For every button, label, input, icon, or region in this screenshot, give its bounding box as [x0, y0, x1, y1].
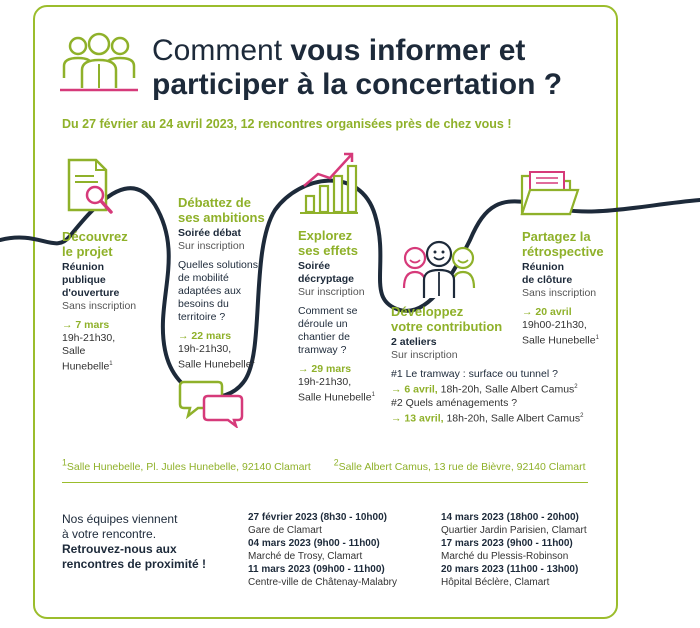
schedule-item: 27 février 2023 (8h30 - 10h00) Gare de Clamart [248, 512, 387, 536]
step-debate: Débattez de ses ambitions Soirée débat Sur inscription Quelles solutions de mobilité adaptées aux besoins du territoire ? → 22 mars 19h-21h30, Salle Hunebelle$^1$ [178, 195, 265, 371]
document-search-icon [66, 158, 116, 218]
schedule-item: 20 mars 2023 (11h00 - 13h00) Hôpital Béclère, Clamart [441, 564, 579, 588]
step-retrospective: Partagez la rétrospective Réunion de clôture Sans inscription → 20 avril 19h00-21h30, Salle Hunebelle$^1$ [522, 229, 604, 347]
folder-icon [520, 168, 580, 218]
schedule-item: 14 mars 2023 (18h00 - 20h00) Quartier Jardin Parisien, Clamart [441, 512, 587, 536]
section-divider [62, 482, 588, 483]
chart-growth-icon [300, 150, 358, 216]
schedule-column-right [441, 511, 587, 589]
step-contribute: Développez votre contribution 2 ateliers Sur inscription #1 Le tramway : surface ou tunnel ? → 6 avril, 18h-20h, Salle Albert Camus$^2$ #2 Quels aménagements ? → 13 avril, 18h-20h, Salle Albert Camus$^2$ [391, 304, 584, 424]
schedule-item: 17 mars 2023 (9h00 - 11h00) Marché du Plessis-Robinson [441, 538, 573, 562]
schedule-column-left [248, 511, 397, 589]
speech-bubbles-icon [178, 378, 246, 428]
schedule-item: 04 mars 2023 (9h00 - 11h00) Marché de Trosy, Clamart [248, 538, 380, 562]
venue-footnotes: $^1$Salle Hunebelle, Pl. Jules Hunebelle, 92140 Clamart $^2$Salle Albert Camus, 13 rue de Bièvre, 92140 Clamart [62, 457, 586, 473]
team-faces-icon [402, 240, 476, 300]
page-title: Comment vous informer et participer à la concertation ? [152, 34, 563, 101]
schedule-item: 11 mars 2023 (09h00 - 11h00) Centre-ville de Châtenay-Malabry [248, 564, 397, 588]
step-discover: Découvrez le projet Réunion publique d'ouverture Sans inscription → 7 mars 19h-21h30, Salle Hunebelle$^1$ [62, 229, 137, 373]
step-explore: Explorez ses effets Soirée décryptage Sur inscription Comment se déroule un chantier de tramway ? → 29 mars 19h-21h30, Salle Hunebelle$^1$ [298, 228, 375, 404]
invite-text: Nos équipes viennent à votre rencontre. Retrouvez-nous aux rencontres de proximité ! [62, 512, 207, 571]
page-subtitle: Du 27 février au 24 avril 2023, 12 rencontres organisées près de chez vous ! [62, 117, 512, 131]
people-group-icon [60, 32, 138, 94]
